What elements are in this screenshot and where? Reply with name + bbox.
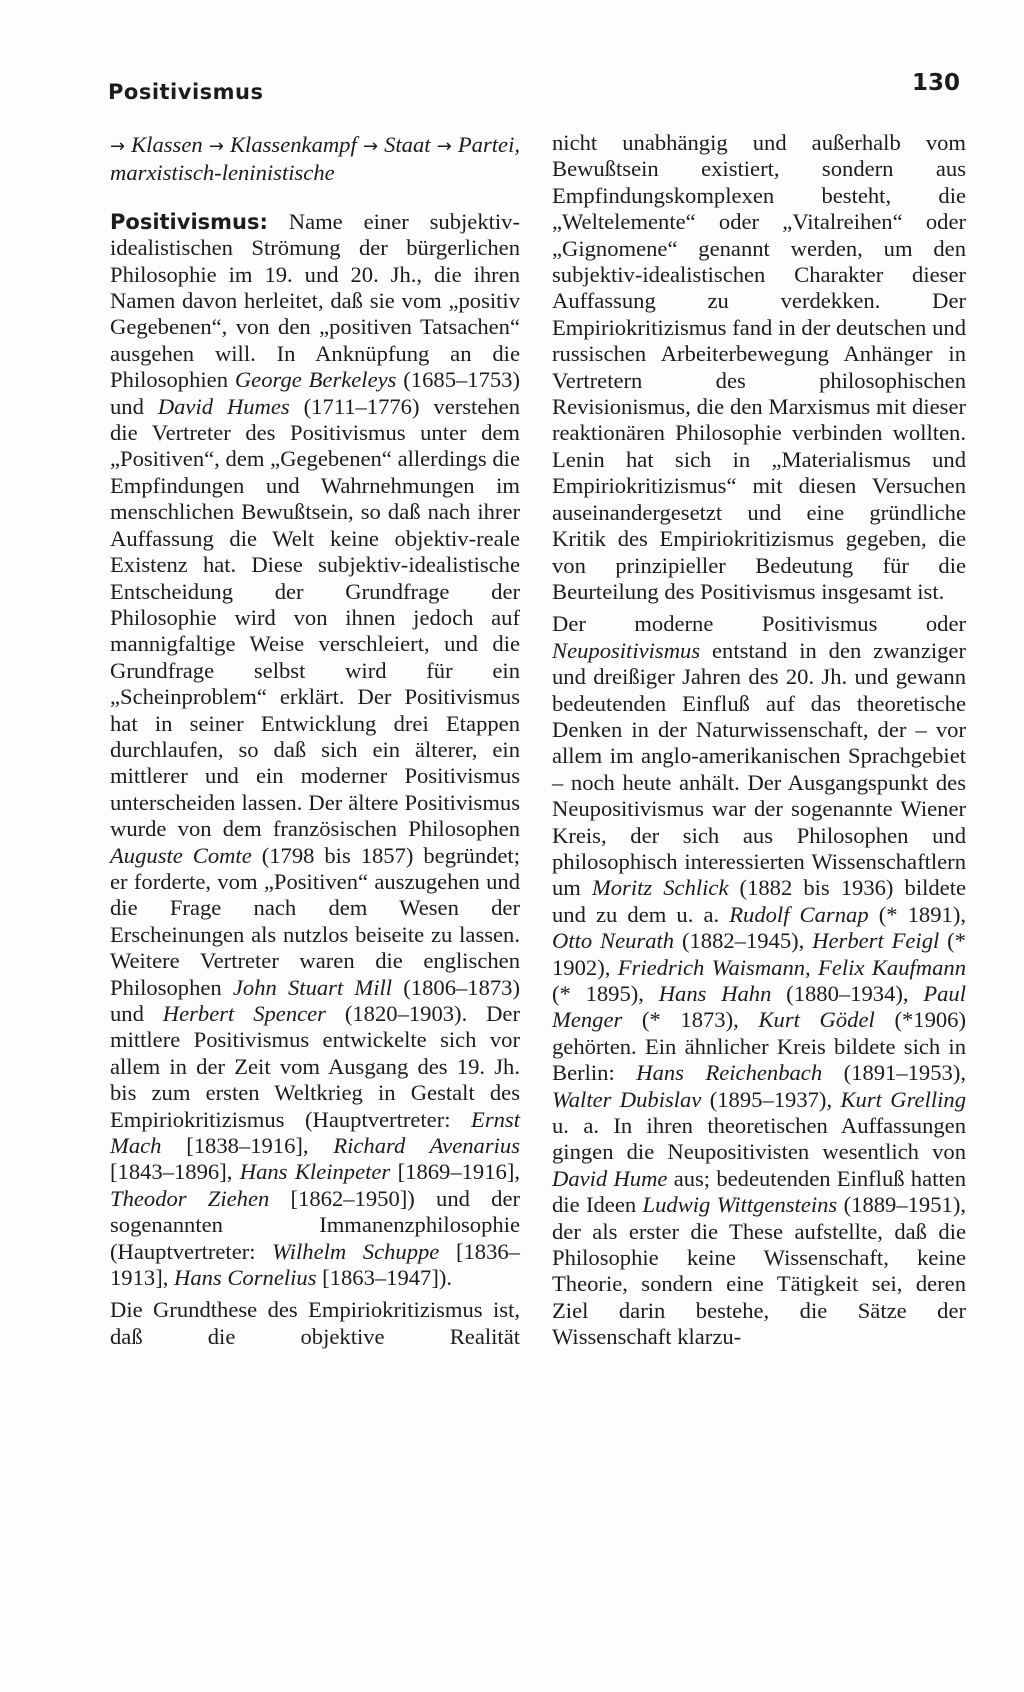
- entry-paragraph-3: Der moderne Positivismus oder Neupositivismus entstand in den zwanziger und dreißiger Jahren des 20. Jh. und gewann bedeutenden Einfluß auf das theoretische Denken in der Naturwissenschaft, der – vor allem im anglo-amerikanischen Sprachgebiet – noch heute anhält. Der Ausgangspunkt des Neupositivismus war der sogenannte Wiener Kreis, der sich aus Philosophen und philosophisch interessierten Wissenschaftlern um Moritz Schlick (1882 bis 1936) bildete und zu dem u. a. Rudolf Carnap (* 1891), Otto Neurath (1882–1945), Herbert Feigl (* 1902), Friedrich Waismann, Felix Kaufmann (* 1895), Hans Hahn (1880–1934), Paul Menger (* 1873), Kurt Gödel (*1906) gehörten. Ein ähnlicher Kreis bildete sich in Berlin: Hans Reichenbach (1891–1953), Walter Dubislav (1895–1937), Kurt Grelling u. a. In ihren theoretischen Auffassungen gingen die Neupositivisten wesentlich von David Hume aus; bedeutenden Einfluß hatten die Ideen Ludwig Wittgensteins (1889–1951), der als erster die These aufstellte, daß die Philosophie keine Wissenschaft, keine Theorie, sondern eine Tätigkeit sei, deren Ziel darin bestehe, die Sätze der Wissenschaft klarzu-: [552, 611, 967, 1350]
- person-name: Hans Kleinpeter: [239, 1159, 391, 1185]
- cross-reference-link[interactable]: Klassenkampf: [229, 132, 357, 157]
- person-name: John Stuart Mill: [232, 974, 393, 1000]
- arrow-icon: →: [110, 136, 126, 157]
- running-head: Positivismus: [108, 80, 264, 104]
- right-column: [552, 130, 966, 1351]
- person-name: Otto Neurath: [552, 928, 675, 954]
- person-name: Hans Hahn: [658, 981, 772, 1006]
- left-column: [110, 132, 520, 1350]
- arrow-icon: →: [208, 136, 224, 157]
- cross-reference-link[interactable]: Staat: [384, 132, 431, 157]
- cross-reference-list: [110, 132, 520, 187]
- person-name: Kurt Grelling: [840, 1086, 967, 1112]
- term-name: Neupositivismus: [552, 637, 701, 663]
- person-name: Moritz Schlick: [591, 875, 729, 901]
- person-name: Ludwig Wittgensteins: [642, 1192, 838, 1218]
- person-name: Kurt Gödel: [758, 1007, 875, 1033]
- person-name: Theodor Ziehen: [110, 1185, 270, 1211]
- person-name: Friedrich Waismann, Felix Kaufmann: [617, 954, 966, 980]
- person-name: Ernst Mach: [110, 1106, 520, 1159]
- person-name: Herbert Spencer: [162, 1001, 326, 1026]
- page-number: 130: [912, 70, 961, 96]
- person-name: Rudolf Carnap: [729, 901, 869, 927]
- arrow-icon: →: [436, 136, 452, 157]
- person-name: David Hume: [552, 1165, 668, 1191]
- arrow-icon: →: [363, 136, 379, 157]
- person-name: Auguste Comte: [110, 842, 252, 868]
- cross-reference-link[interactable]: Klassen: [131, 132, 203, 157]
- person-name: Wilhelm Schuppe: [272, 1238, 440, 1264]
- entry-paragraph: Positivismus: Name einer subjektiv-idealistischen Strömung der bürgerlichen Philosophie im 19. und 20. Jh., die ihren Namen davon herleitet, daß sie vom „positiv Gegebenen“, von den „positiven Tatsachen“ ausgehen will. In Anknüpfung an die Philosophien George Berkeleys (1685–1753) und David Humes (1711–1776) verstehen die Vertreter des Positivismus unter dem „Positiven“, dem „Gegebenen“ allerdings die Empfindungen und Wahrnehmungen im menschlichen Bewußtsein, so daß nach ihrer Auffassung die Welt keine objektiv-reale Existenz hat. Diese subjektiv-idealistische Entscheidung der Grundfrage der Philosophie wird von ihnen jedoch auf mannigfaltige Weise verschleiert, und die Grundfrage selbst wird für ein „Scheinproblem“ erklärt. Der Positivismus hat in seiner Entwicklung drei Etappen durchlaufen, so daß sich ein älterer, ein mittlerer und ein moderner Positivismus unterscheiden lassen. Der ältere Positivismus wurde von dem französischen Philosophen Auguste Comte (1798 bis 1857) begründet; er forderte, vom „Positiven“ auszugehen und die Frage nach dem Wesen der Erscheinungen als nutzlos beiseite zu lassen. Weitere Vertreter waren die englischen Philosophen John Stuart Mill (1806–1873) und Herbert Spencer (1820–1903). Der mittlere Positivismus entwickelte sich vor allem in der Zeit vom Ausgang des 19. Jh. bis zum ersten Weltkrieg in Gestalt des Empiriokritizismus (Hauptvertreter: Ernst Mach [1838–1916], Richard Avenarius [1843–1896], Hans Kleinpeter [1869–1916], Theodor Ziehen [1862–1950]) und der sogenannten Immanenzphilosophie (Hauptvertreter: Wilhelm Schuppe [1836–1913], Hans Cornelius [1863–1947]).: [110, 208, 521, 1291]
- person-name: Hans Cornelius: [174, 1265, 317, 1291]
- person-name: Herbert Feigl: [812, 928, 940, 954]
- person-name: Walter Dubislav: [552, 1086, 702, 1112]
- person-name: David Humes: [157, 393, 290, 419]
- entry-paragraph-2-end: nicht unabhängig und außerhalb vom Bewußtsein existiert, sondern aus Empfindungskomplexen besteht, die „Weltelemente“ oder „Vitalreihen“ oder „Gignomene“ genannt werden, um den subjektiv-idealistischen Charakter dieser Auffassung zu verdekken. Der Empiriokritizismus fand in der deutschen und russischen Arbeiterbewegung Anhänger in Vertretern des philosophischen Revisionismus, die den Marxismus mit dieser reaktionären Philosophie verbinden wollten. Lenin hat sich in „Materialismus und Empiriokritizismus“ mit diesen Versuchen auseinandergesetzt und eine gründliche Kritik des Empiriokritizismus gegeben, die von prinzipieller Bedeutung für die Beurteilung des Positivismus insgesamt ist.: [552, 130, 966, 604]
- person-name: Richard Avenarius: [333, 1133, 520, 1159]
- person-name: Hans Reichenbach: [636, 1060, 823, 1086]
- cross-reference-link[interactable]: Partei, marxistisch-leninistische: [110, 132, 520, 186]
- person-name: Paul Menger: [552, 981, 966, 1033]
- entry-headword: Positivismus:: [110, 209, 268, 234]
- entry-paragraph-2-start: Die Grundthese des Empiriokritizismus ist, daß die objektive Realität: [110, 1297, 520, 1349]
- person-name: George Berkeleys: [234, 367, 397, 393]
